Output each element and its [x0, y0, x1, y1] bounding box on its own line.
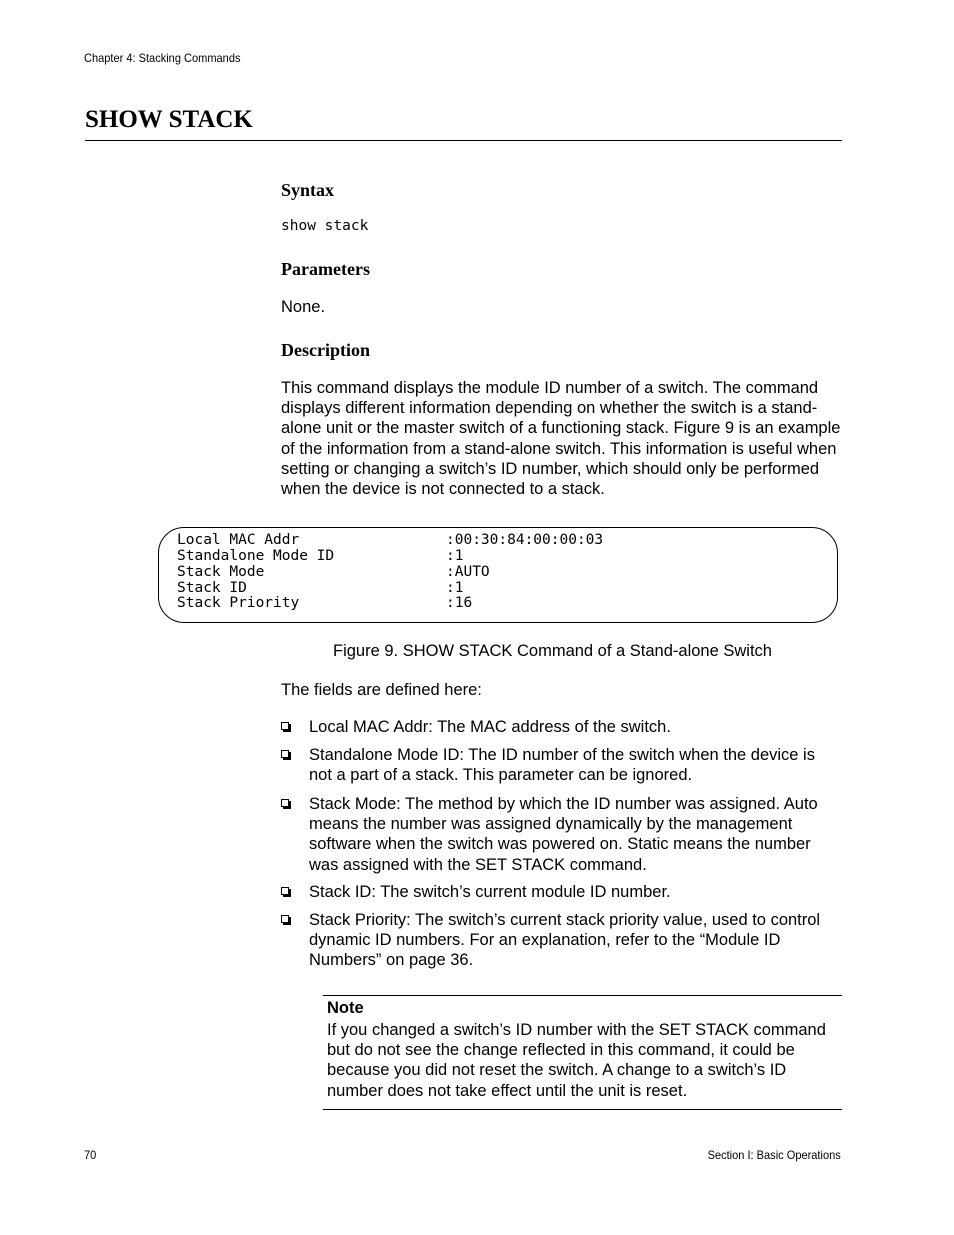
list-item-text: Stack Mode: The method by which the ID number was assigned. Auto means the number was assigned dynamically by the management software when the switch was powered on. Static means the number was assigned with the SET STACK command. — [309, 795, 818, 874]
list-item-text: Standalone Mode ID: The ID number of the switch when the device is not a part of a stack. This parameter can be ignored. — [309, 746, 815, 785]
note-title: Note — [327, 999, 364, 1017]
parameters-text: None. — [281, 298, 326, 316]
list-item — [281, 910, 841, 971]
page-title: SHOW STACK — [85, 106, 253, 133]
output-label: Stack Priority — [177, 595, 300, 611]
checkbox-bullet-icon — [281, 887, 289, 895]
output-value: :00:30:84:00:00:03 — [446, 532, 604, 548]
title-rule — [85, 140, 842, 141]
list-item — [281, 794, 841, 875]
figure-caption: Figure 9. SHOW STACK Command of a Stand-alone Switch — [333, 642, 772, 660]
checkbox-bullet-icon — [281, 750, 289, 758]
output-label: Local MAC Addr — [177, 532, 300, 548]
output-value: :16 — [446, 595, 473, 611]
footer-section: Section I: Basic Operations — [707, 1148, 841, 1162]
output-label: Stack ID — [177, 580, 247, 596]
output-value: :1 — [446, 548, 464, 564]
output-value: :1 — [446, 580, 464, 596]
checkbox-bullet-icon — [281, 799, 289, 807]
syntax-command: show stack — [281, 218, 369, 234]
description-text: This command displays the module ID number of a switch. The command displays different information depending on whether the switch is a stand-alone unit or the master switch of a functioning stack. Figure 9 is an example of the information from a stand-alone switch. This information is useful when setting or changing a switch’s ID number, which should only be performed when the device is not connected to a stack. — [281, 379, 841, 499]
note-bottom-rule — [323, 1109, 842, 1110]
note-text: If you changed a switch’s ID number with the SET STACK command but do not see the change reflected in this command, it could be because you did not reset the switch. A change to a switch’s ID number does not take effect until the unit is reset. — [327, 1021, 826, 1100]
output-label: Stack Mode — [177, 564, 265, 580]
fields-intro: The fields are defined here: — [281, 681, 482, 699]
description-heading: Description — [281, 340, 370, 360]
list-item — [281, 745, 841, 785]
list-item-text: Local MAC Addr: The MAC address of the switch. — [309, 718, 671, 736]
list-item — [281, 882, 841, 902]
checkbox-bullet-icon — [281, 722, 289, 730]
list-item-text: Stack Priority: The switch’s current stack priority value, used to control dynamic ID numbers. For an explanation, refer to the “Module ID Numbers” on page 36. — [309, 911, 821, 970]
syntax-heading: Syntax — [281, 180, 335, 200]
list-item — [281, 717, 841, 737]
output-label: Standalone Mode ID — [177, 548, 335, 564]
checkbox-bullet-icon — [281, 915, 289, 923]
list-item-text: Stack ID: The switch’s current module ID number. — [309, 883, 671, 901]
output-value: :AUTO — [446, 564, 490, 580]
note-top-rule — [323, 995, 842, 996]
running-head: Chapter 4: Stacking Commands — [84, 51, 241, 65]
parameters-heading: Parameters — [281, 259, 370, 279]
page-number: 70 — [84, 1148, 97, 1162]
